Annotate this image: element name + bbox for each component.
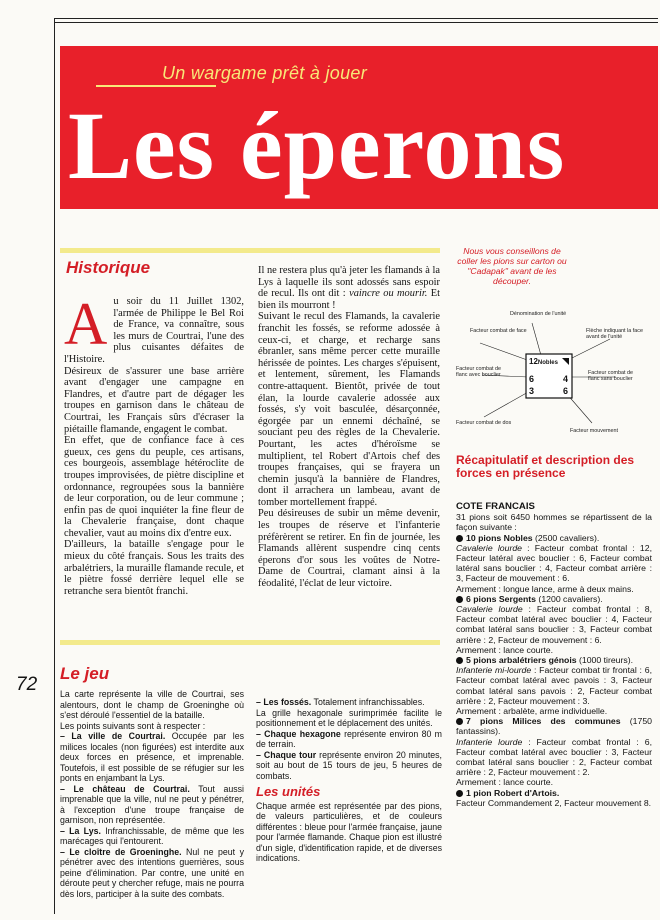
hexagone-text: représente environ 80 m de terrain. — [256, 728, 443, 749]
unit-sergents-head: 6 pions Sergents — [466, 593, 537, 604]
unit-arbaletriers-type: Infanterie mi-lourde — [456, 665, 532, 676]
unit-nobles — [456, 533, 652, 543]
jeu-points-intro: Les points suivants sont à respecter : — [60, 720, 206, 731]
unit-arbaletriers — [456, 655, 652, 665]
historique-rule — [60, 248, 440, 253]
label-face: Facteur combat de face — [470, 328, 527, 334]
unit-nobles-count: (2500 cavaliers). — [532, 532, 600, 543]
recap-title: Récapitulatif et description des forces en présence — [456, 453, 635, 480]
unit-nobles-arm: Armement : longue lance, arme à deux mains. — [456, 583, 634, 594]
historique-paragraph-2: Désireux de s'assurer une base arrière avant d'engager une campagne en Flandres, et d'autre part de dégager les troupes en garnison dans le château de Courtrai, les Français sûrs d'écraser la piétaille flamande, engagent le combat. — [64, 365, 244, 435]
historique-col2-paragraph-1 — [258, 265, 440, 311]
item-chateau-label: – Le château de Courtrai. — [60, 783, 190, 794]
historique-bottom-rule — [60, 640, 440, 645]
unit-milices — [456, 716, 652, 736]
label-denomination: Dénomination de l'unité — [510, 311, 567, 317]
banner-subtitle-rule — [96, 85, 216, 87]
counter-top-num: 12 — [529, 357, 538, 366]
historique-heading: Historique — [66, 258, 151, 277]
unit-nobles-text: : Facteur combat frontal : 12, Facteur latéral avec bouclier : 6, Facteur combat latéral sans bouclier : 4, Facteur combat arrière : 3, Facteur de mouvement : 6. — [456, 542, 652, 584]
counter-left: 6 — [529, 374, 535, 384]
unit-nobles-head: 10 pions Nobles — [466, 532, 533, 543]
counter-name: Nobles — [537, 360, 558, 366]
jeu-column-1 — [60, 689, 244, 899]
unit-robert — [456, 788, 652, 798]
bullet-icon — [456, 718, 463, 725]
label-flanc-sans: Facteur combat de flanc sans bouclier — [588, 370, 633, 383]
unit-sergents-count: (1200 cavaliers). — [536, 593, 603, 604]
dropcap-letter: A — [64, 291, 108, 357]
unit-arbaletriers-text: : Facteur combat tir frontal : 6, Facteur combat latéral avec pavois : 3, Facteur combat latéral sans pavois : 2, Facteur combat arrière : 2, Facteur mouvement : 3. — [456, 665, 652, 706]
unites-text: Chaque armée est représentée par des pions, de valeurs particulières, et de couleurs différentes : bleue pour l'armée française, jaune pour l'armée flamande. Chaque pion est illustré d'un sigle, d'identification rapide, et de diverses indications. — [256, 800, 442, 863]
item-ville-label: – La ville de Courtrai. — [60, 731, 166, 741]
unit-arbaletriers-arm: Armement : arbalète, arme individuelle. — [456, 706, 608, 717]
recap-intro: 31 pions soit 6450 hommes se répartissent de la façon suivante : — [456, 512, 652, 533]
bullet-icon — [456, 596, 463, 603]
note-pions: Nous vous conseillons de coller les pions sur carton ou "Cadapak" avant de les découper. — [457, 246, 567, 286]
historique-paragraph-4: D'ailleurs, la bataille s'engage pour le mieux du côté français. Sous les traits des arbalétriers, la muraille flamande recule, et le piètre fossé derrière lequel elle se retranche sera bientôt franchi. — [64, 539, 244, 597]
item-chateau-text: Tout aussi imprenable que la ville, nul ne peut y pénétrer, à l'exception d'une troupe française de garnison, non représentée. — [60, 783, 244, 825]
unit-milices-count: (1750 fantassins). — [456, 716, 652, 737]
unit-milices-arm: Armement : lance courte. — [456, 777, 554, 788]
historique-paragraph-1 — [64, 291, 244, 366]
counter-top — [529, 357, 558, 366]
item-fosses-text: Totalement infranchissables. — [311, 697, 425, 707]
jeu-spacer — [256, 676, 442, 697]
unit-sergents — [456, 594, 652, 604]
unit-sergents-arm: Armement : lance courte. — [456, 644, 554, 655]
item-lys-label: – La Lys. — [60, 825, 101, 836]
label-fleche: Flèche indiquant la face avant de l'unité — [586, 328, 643, 341]
counter-bottom-left: 3 — [529, 386, 535, 396]
jeu-item-ville — [60, 731, 244, 784]
col2-para1-quote: vaincre ou mourir. — [349, 288, 428, 300]
jeu-item-lys — [60, 826, 244, 847]
arrow-dos — [484, 391, 530, 417]
label-dos: Facteur combat de dos — [456, 420, 512, 426]
jeu-item-chateau — [60, 784, 244, 826]
item-cloitre-text: Nul ne peut y pénétrer avec des intentions guerrières, sous peine d'élimination. Par contre, une unité en déroute peut y chercher refuge, mais ne pourra dès lors, participer à la suite des combats. — [60, 846, 244, 899]
item-lys-text: Infranchissable, de même que les marécages qui l'entourent. — [60, 825, 244, 846]
jeu-item-cloitre — [60, 847, 244, 900]
jeu-hexagone — [256, 729, 442, 750]
unit-robert-head: 1 pion Robert d'Artois. — [466, 787, 560, 798]
arrow-face — [480, 343, 530, 361]
arrow-fleche — [570, 339, 610, 359]
unit-milices-desc — [456, 737, 652, 778]
unit-sergents-desc — [456, 604, 652, 645]
col2-para1-b: Et bien ils mourront ! — [258, 288, 441, 311]
hexagone-label: – Chaque hexagone — [256, 728, 341, 739]
unit-arbaletriers-head: 5 pions arbalétriers génois — [466, 655, 577, 666]
unit-milices-type: Infanterie lourde — [456, 736, 523, 747]
jeu-column-2 — [256, 676, 442, 864]
recap-side: COTE FRANCAIS — [456, 501, 535, 512]
unit-arbaletriers-count: (1000 tireurs). — [576, 655, 634, 666]
bullet-icon — [456, 535, 463, 542]
tour-label: – Chaque tour — [256, 749, 317, 760]
item-cloitre-label: – Le cloître de Groeninghe. — [60, 846, 182, 857]
label-mouvement: Facteur mouvement — [570, 428, 618, 434]
banner-subtitle: Un wargame prêt à jouer — [162, 63, 367, 83]
historique-col2-paragraph-2: Suivant le recul des Flamands, la cavalerie franchit les fossés, se reforme adossée à ceux-ci, et charge, et recharge sans ébranler, sans même percer cette muraille hérissée de pointes. Les charges s'épuisent, et lentement, sûrement, les Flamands contre-attaquent. Bientôt, privée de tout élan, la lourde cavalerie adossée aux fossés, s'y voit basculée, désarçonnée, égorgée par un ennemi déchaîné, se souciant peu des règles de la Chevalerie. Pourtant, les actes d'héroïsme se multiplient, tel Robert d'Artois chef des troupes françaises, qui se frayera un chemin jusqu'à la bannière de Flandres, dont il arrachera un lambeau, avant de tomber mortellement frappé. — [258, 311, 440, 508]
jeu-grid-text: La grille hexagonale surimprimée facilite le positionnement et le déplacement des unités. — [256, 707, 442, 728]
col2-para1-a: Il ne restera plus qu'à jeter les flamands à la Lys à laquelle ils sont adossés sans espoir de recul. Ils ont dit : — [258, 265, 440, 300]
unit-milices-head: 7 pions Milices des communes — [466, 716, 621, 727]
historique-col2-paragraph-3: Peu désireuses de subir un même devenir, les troupes de réserve et l'infanterie préfèrèrent se retirer. En fin de journée, les Flamands allèrent suspendre cinq cents éperons d'or sous les voûtes de Notre-Dame de Courtrai, clamant ainsi à la féodalité, l'éclat de leur victoire. — [258, 508, 440, 590]
item-fosses-label: – Les fossés. — [256, 697, 312, 707]
unit-milices-text: : Facteur combat frontal : 6, Facteur combat latéral avec bouclier : 3, Facteur combat latéral sans bouclier : 2, Facteur combat arrière : 2, Facteur mouvement : 2. — [456, 736, 652, 778]
unites-heading: Les unités — [256, 784, 321, 799]
unit-sergents-type: Cavalerie lourde — [456, 604, 523, 615]
bullet-icon — [456, 790, 463, 797]
historique-para1-text: u soir du 11 Juillet 1302, l'armée de Philippe le Bel Roi de France, va connaître, sous les murs de Courtrai, l'une des plus cuisantes défaites de l'Histoire. — [64, 296, 244, 365]
historique-column-1 — [64, 291, 244, 597]
jeu-item-fosses — [256, 697, 442, 708]
recap-column — [456, 502, 652, 808]
page-number: 72 — [16, 674, 38, 695]
tour-text: représente environ 20 minutes, soit au bout de 15 tours de jeu, 5 heures de combats. — [256, 749, 442, 781]
bullet-icon — [456, 657, 463, 664]
historique-column-2 — [258, 265, 440, 590]
unit-arbaletriers-desc — [456, 665, 652, 706]
counter-right: 4 — [563, 374, 569, 384]
unit-nobles-type: Cavalerie lourde — [456, 542, 523, 553]
jeu-heading: Le jeu — [60, 664, 110, 683]
banner-title: Les éperons — [68, 92, 566, 199]
jeu-intro: La carte représente la ville de Courtrai, ses alentours, dont le champ de Groeninghe où s'est déroulé l'essentiel de la bataille. — [60, 689, 244, 720]
unit-robert-text: Facteur Commandement 2, Facteur mouvement 8. — [456, 797, 652, 808]
label-flanc-avec: Facteur combat de flanc avec bouclier — [456, 366, 501, 379]
title-banner — [60, 46, 658, 209]
historique-paragraph-3: En effet, que de confiance face à ces gueux, ces gens du peuple, ces artisans, ces bourgeois, assemblage hétéroclite de troupes improvisées, de piètre discipline et ordonnance, regroupées sous la bannière de leur corporation, ou de leur commune ; enfin pas de quoi inquiéter la fine fleur de la Chevalerie française, dont chaque chevalier, vaut au moins dix d'entre eux. — [64, 435, 244, 539]
counter-bottom-right: 6 — [563, 386, 569, 396]
unit-sergents-text: : Facteur combat frontal : 8, Facteur combat latéral avec bouclier : 4, Facteur combat latéral sans bouclier : 3, Facteur combat arrière : 2, Facteur de mouvement : 6. — [456, 604, 652, 645]
item-ville-text: Occupée par les milices locales (non figurées) est interdite aux deux forces en présence, et imprenable. Toutefois, il est possible de se réfugier sur les ponts en enjambant la Lys. — [60, 731, 244, 783]
unit-nobles-desc — [456, 543, 652, 584]
jeu-tour — [256, 750, 442, 782]
